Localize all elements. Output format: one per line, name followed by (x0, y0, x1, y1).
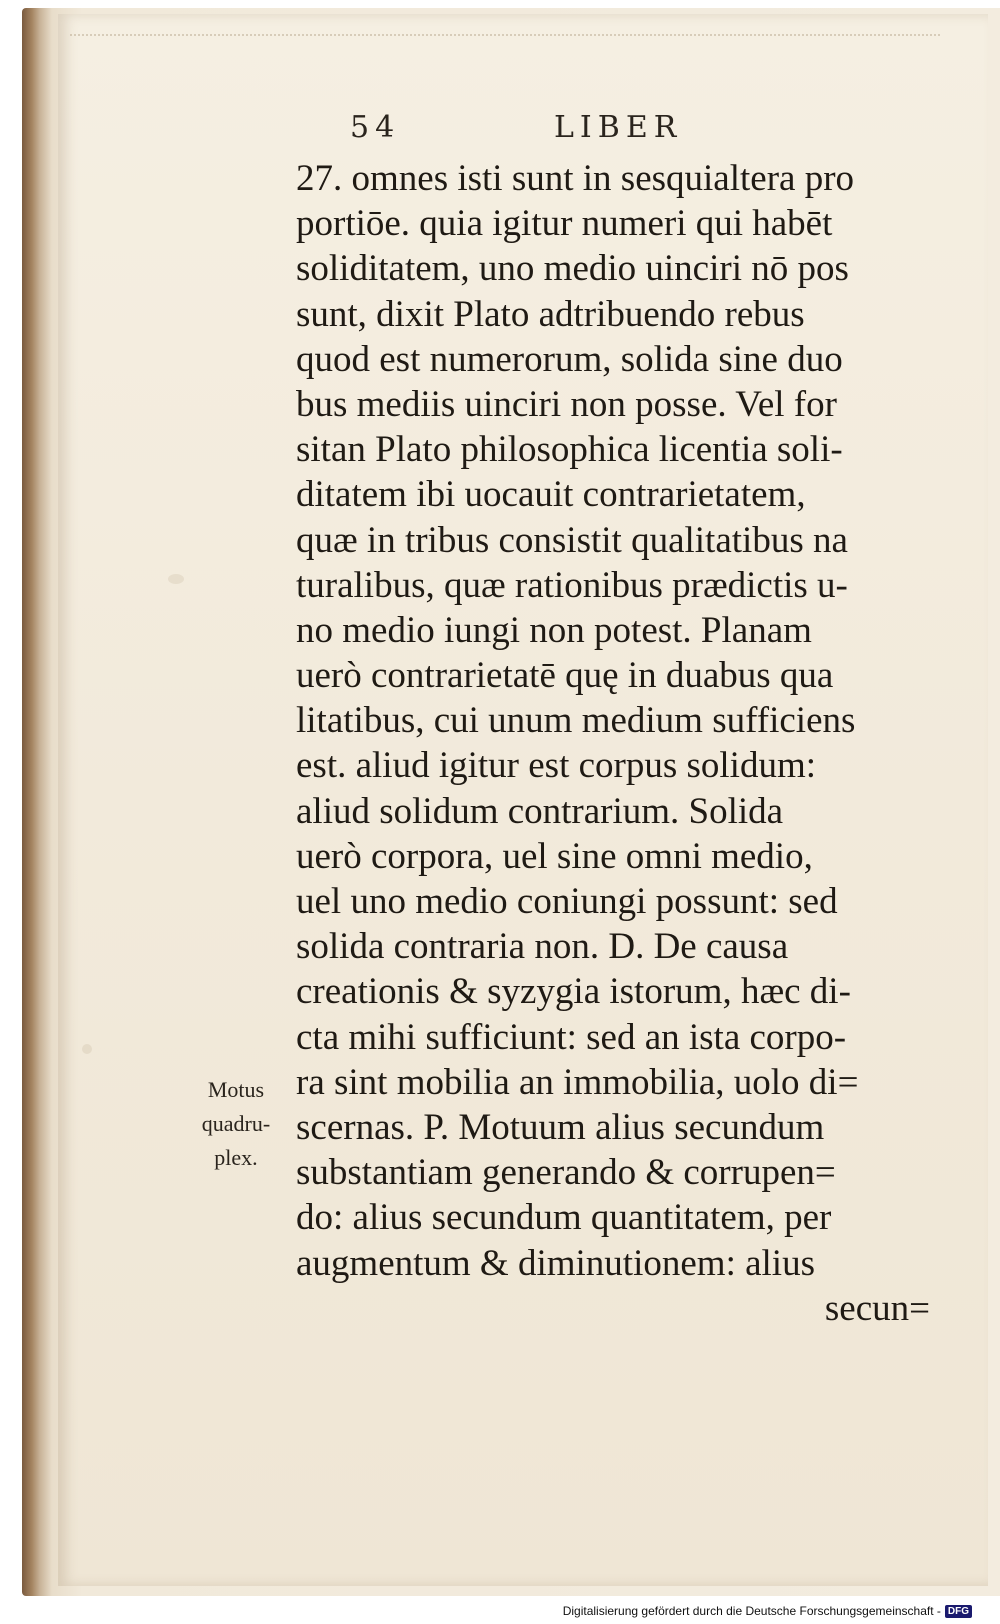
text-line: ditatem ibi uocauit contrarietatem, (296, 474, 806, 516)
text-line: uel uno medio coniungi possunt: sed (296, 881, 838, 922)
text-line: augmentum & diminutionem: alius (296, 1242, 815, 1284)
main-text-block (296, 156, 966, 1331)
text-line: ra sint mobilia an immobilia, uolo di= (296, 1061, 859, 1103)
text-line: solida contraria non. D. De causa (296, 926, 789, 968)
text-line: uerò corpora, uel sine omni medio, (296, 835, 813, 877)
text-line: quod est numerorum, solida sine duo (296, 338, 843, 380)
text-line: sitan Plato philosophica licentia soli- (296, 429, 843, 471)
text-line: portiōe. quia igitur numeri qui habēt (296, 203, 833, 245)
text-line: substantiam generando & corrupen= (296, 1152, 836, 1194)
page-stain (168, 574, 184, 584)
text-line: no medio iungi non potest. Planam (296, 609, 812, 651)
credit-text: Digitalisierung gefördert durch die Deutsche Forschungsgemeinschaft - (562, 1604, 941, 1618)
dfg-logo: DFG (945, 1605, 972, 1618)
page-top-border (70, 34, 940, 38)
text-line: do: alius secundum quantitatem, per (296, 1197, 832, 1239)
marginal-note-line: plex. (214, 1145, 258, 1170)
text-line: cta mihi sufficiunt: sed an ista corpo- (296, 1016, 847, 1058)
text-line: litatibus, cui unum medium sufficiens (296, 700, 856, 742)
text-line: turalibus, quæ rationibus prædictis u- (296, 564, 848, 606)
text-line: est. aliud igitur est corpus solidum: (296, 745, 817, 787)
page-stain (82, 1044, 92, 1054)
text-line: uerò contrarietatē quę in duabus qua (296, 655, 834, 697)
text-line: bus mediis uinciri non posse. Vel for (296, 383, 837, 425)
marginal-note (186, 1073, 286, 1175)
text-line: aliud solidum contrarium. Solida (296, 790, 784, 832)
catchword: secun= (824, 1287, 930, 1329)
running-head: LIBER (554, 110, 683, 145)
text-line: soliditatem, uno medio uinciri nō pos (296, 248, 849, 290)
text-line: creationis & syzygia istorum, hæc di- (296, 971, 851, 1013)
digitization-credit (563, 1604, 972, 1618)
text-line: 27. omnes isti sunt in sesquialtera pro (296, 158, 855, 199)
page-number: 54 (350, 110, 401, 145)
marginal-note-line: quadru- (201, 1111, 271, 1136)
marginal-note-line: Motus (207, 1077, 265, 1102)
text-line: quæ in tribus consistit qualitatibus na (296, 519, 848, 561)
text-line: scernas. P. Motuum alius secundum (296, 1106, 825, 1148)
text-line: sunt, dixit Plato adtribuendo rebus (296, 293, 805, 335)
